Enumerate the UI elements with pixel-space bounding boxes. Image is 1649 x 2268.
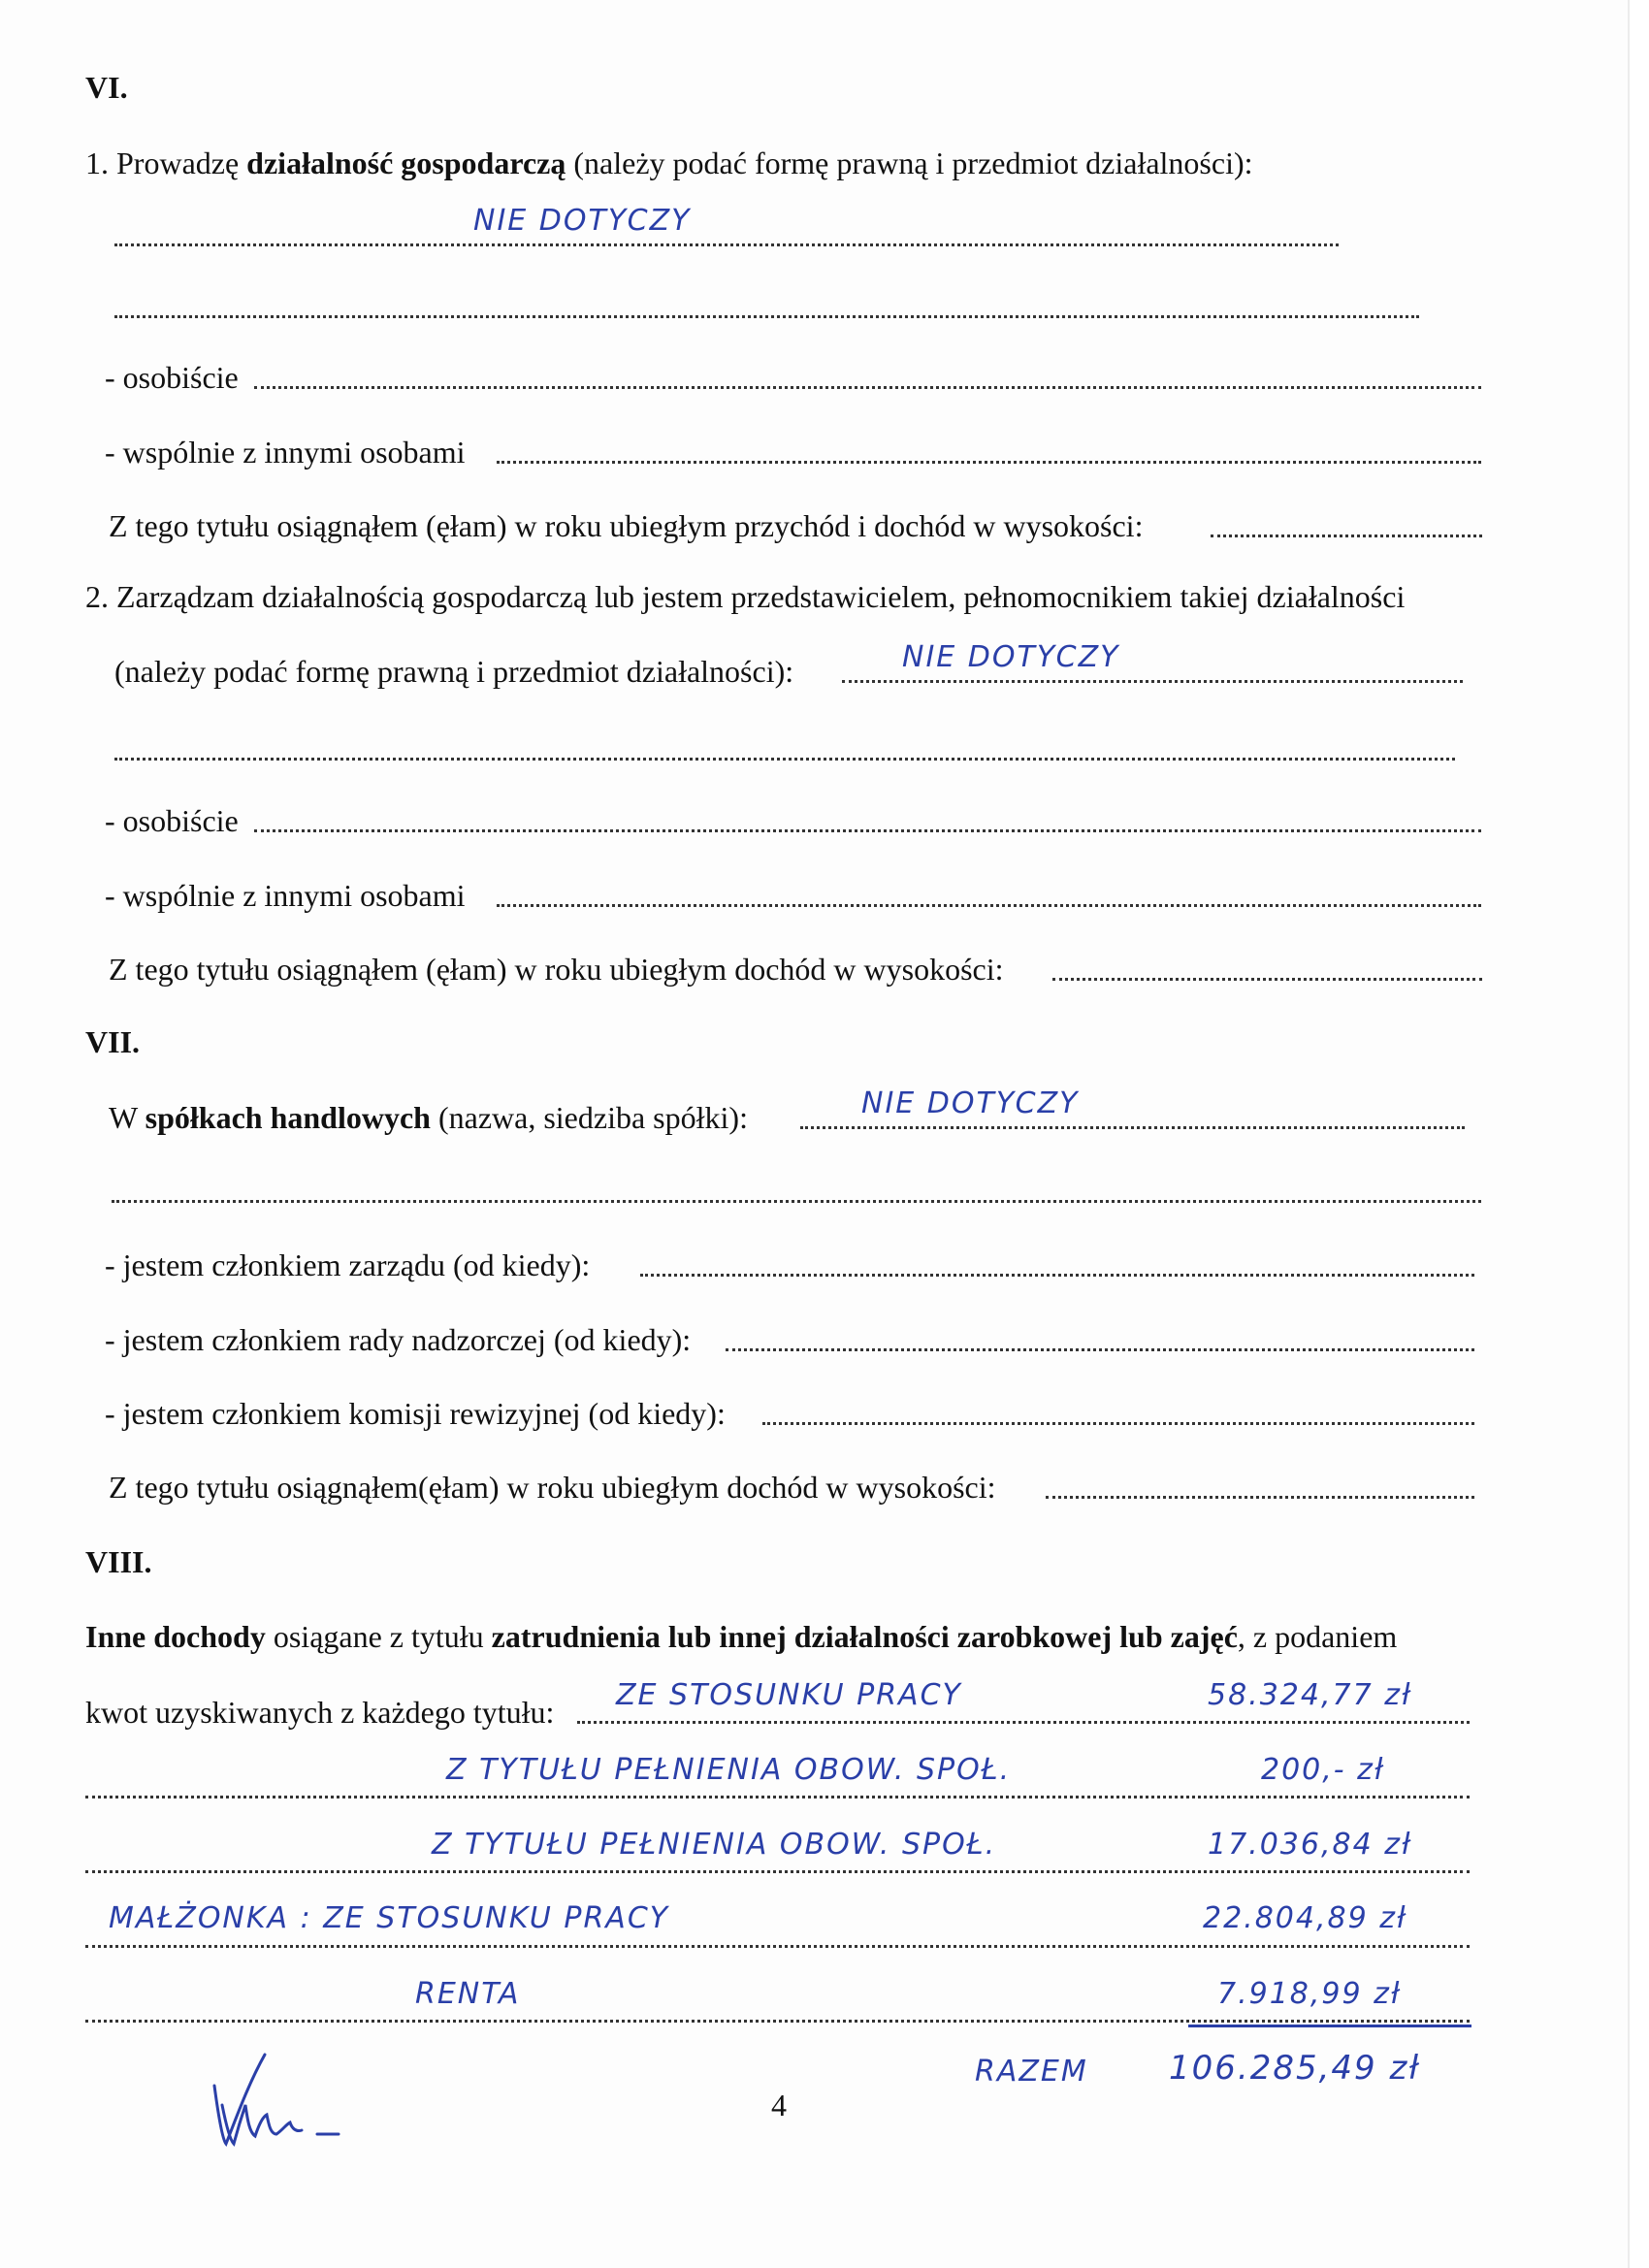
viii-entry-5-desc: RENTA [415, 1977, 521, 2011]
q2-question-line-2: (należy podać formę prawną i przedmiot działalności): [114, 654, 794, 689]
vii-komisja-field [762, 1394, 1474, 1433]
vii-income-field [1046, 1468, 1474, 1507]
section-viii-heading: VIII. [85, 1544, 152, 1579]
q2-income-field [1052, 950, 1482, 988]
q1-wspolnie-label: - wspólnie z innymi osobami [105, 435, 466, 470]
viii-entry-1-amount: 58.324,77 zł [1208, 1678, 1412, 1712]
q2-osobiscie-label: - osobiście [105, 803, 239, 838]
vii-question: W spółkach handlowych (nazwa, siedziba spółki): [109, 1100, 748, 1135]
q2-osobiscie-field [254, 801, 1481, 840]
q1-handwritten-answer: NIE DOTYCZY [473, 204, 692, 238]
viii-entry-3-amount: 17.036,84 zł [1208, 1828, 1412, 1862]
q1-wspolnie-field [497, 433, 1481, 471]
viii-entry-3-desc: Z TYTUŁU PEŁNIENIA OBOW. SPOŁ. [432, 1828, 997, 1862]
vii-zarzad-field [640, 1246, 1474, 1284]
viii-entry-5-amount: 7.918,99 zł [1217, 1977, 1402, 2011]
q1-question: 1. Prowadzę działalność gospodarczą (należy podać formę prawną i przedmiot działalności): [85, 146, 1253, 180]
q1-income-field [1211, 506, 1482, 545]
viii-entry-2-desc: Z TYTUŁU PEŁNIENIA OBOW. SPOŁ. [446, 1753, 1012, 1787]
viii-entry-1-desc: ZE STOSUNKU PRACY [616, 1678, 962, 1712]
q1-answer-line-2 [114, 287, 1419, 326]
vii-answer-line-2 [112, 1172, 1481, 1211]
vii-komisja-label: - jestem członkiem komisji rewizyjnej (od kiedy): [105, 1396, 726, 1431]
viii-entry-4-desc: MAŁŻONKA : ZE STOSUNKU PRACY [109, 1901, 670, 1935]
viii-intro-line-1: Inne dochody osiągane z tytułu zatrudnienia lub innej działalności zarobkowej lub zajęć, z podaniem [85, 1619, 1398, 1654]
q1-osobiscie-field [254, 358, 1481, 397]
handwritten-signature [209, 2047, 344, 2154]
viii-entry-4-amount: 22.804,89 zł [1203, 1901, 1407, 1935]
page-margin [1630, 0, 1649, 2268]
vii-handwritten-answer: NIE DOTYCZY [861, 1086, 1080, 1120]
section-vii-heading: VII. [85, 1024, 141, 1059]
vii-zarzad-label: - jestem członkiem zarządu (od kiedy): [105, 1247, 591, 1282]
q1-answer-line-1 [114, 215, 1339, 254]
q2-question-line-1: 2. Zarządzam działalnością gospodarczą lub jestem przedstawicielem, pełnomocnikiem takiej działalności [85, 579, 1406, 614]
vii-income-label: Z tego tytułu osiągnąłem(ęłam) w roku ubiegłym dochód w wysokości: [109, 1470, 996, 1505]
viii-intro-line-2: kwot uzyskiwanych z każdego tytułu: [85, 1695, 555, 1730]
section-vi-heading: VI. [85, 70, 128, 105]
total-amount: 106.285,49 zł [1169, 2049, 1421, 2088]
q1-osobiscie-label: - osobiście [105, 360, 239, 395]
q2-wspolnie-label: - wspólnie z innymi osobami [105, 878, 466, 913]
viii-entry-2-amount: 200,- zł [1261, 1753, 1385, 1787]
q2-answer-line-2 [114, 729, 1455, 768]
page-number: 4 [771, 2088, 787, 2122]
q1-income-label: Z tego tytułu osiągnąłem (ęłam) w roku ubiegłym przychód i dochód w wysokości: [109, 508, 1144, 543]
vii-rada-field [726, 1320, 1474, 1359]
q2-income-label: Z tego tytułu osiągnąłem (ęłam) w roku ubiegłym dochód w wysokości: [109, 952, 1004, 987]
total-underline [1188, 2025, 1471, 2027]
q2-handwritten-answer: NIE DOTYCZY [902, 640, 1120, 674]
vii-rada-label: - jestem członkiem rady nadzorczej (od kiedy): [105, 1322, 692, 1357]
q2-wspolnie-field [497, 876, 1481, 915]
total-label: RAZEM [975, 2055, 1088, 2089]
